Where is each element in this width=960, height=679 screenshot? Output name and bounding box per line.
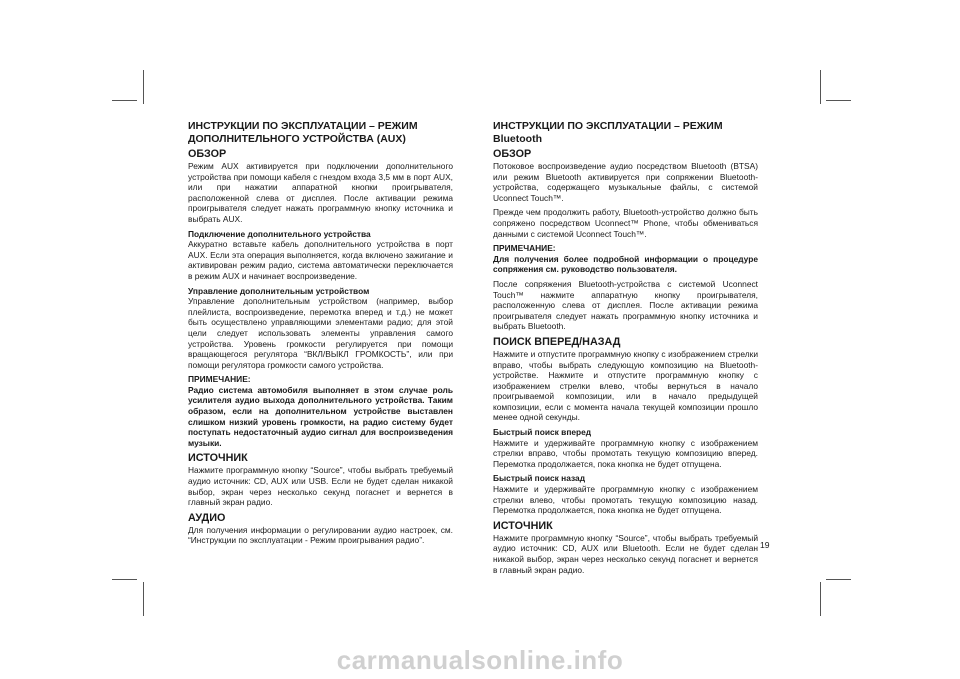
bt-overview-text: Потоковое воспроизведение аудио посредством Bluetooth (BTSA) или режим Bluetooth активируется при сопряжении Bluetooth-устройства, содержащего музыкальные файлы, с системой Uconnect Touch™.: [493, 161, 758, 203]
aux-overview-heading: ОБЗОР: [188, 148, 227, 160]
bt-pairing-text: Прежде чем продолжить работу, Bluetooth-устройство должно быть сопряжено посредством Uconnect™ Phone, чтобы обмениваться данными с системой Uconnect Touch™.: [493, 207, 758, 239]
aux-title: ИНСТРУКЦИИ ПО ЭКСПЛУАТАЦИИ – РЕЖИМ ДОПОЛНИТЕЛЬНОГО УСТРОЙСТВА (AUX): [188, 120, 418, 145]
aux-note-text: Радио система автомобиля выполняет в этом случае роль усилителя аудио выхода дополнительного устройства. Таким образом, если на дополнительном устройстве выставлен слишком низкий уровень громкости, на радио систему будет поступать недостаточный аудио сигнал для воспроизведения музыки.: [188, 384, 453, 448]
bt-source-heading: ИСТОЧНИК: [493, 519, 553, 532]
crop-mark: [143, 70, 144, 104]
left-column: [188, 120, 453, 550]
crop-mark: [143, 582, 144, 616]
bt-fwd-text: Нажмите и удерживайте программную кнопку с изображением стрелки вправо, чтобы промотать текущую композицию вперед. Перемотка продолжается, пока кнопка не будет отпущена.: [493, 437, 758, 469]
crop-mark: [820, 70, 821, 104]
bt-search-heading: ПОИСК ВПЕРЕД/НАЗАД: [493, 335, 621, 348]
bt-search-text: Нажмите и отпустите программную кнопку с изображением стрелки вправо, чтобы выбрать следующую композицию на Bluetooth-устройстве. Нажмите и отпустите программную кнопку с изображением стрелки влево, чтобы вернуться в начало проигрываемой композиции, или в начало предыдущей композиции, если с момента начала текущей композиции прошло менее одной секунды.: [493, 348, 758, 423]
aux-audio-heading: АУДИО: [188, 511, 226, 524]
right-column: [493, 120, 758, 579]
aux-connect-heading: Подключение дополнительного устройства: [188, 228, 371, 239]
aux-audio-text: Для получения информации о регулировании аудио настроек, см. “Инструкции по эксплуатации - Режим проигрывания радио”.: [188, 524, 453, 546]
crop-mark: [826, 100, 851, 101]
bt-title: ИНСТРУКЦИИ ПО ЭКСПЛУАТАЦИИ – РЕЖИМ Bluetooth: [493, 120, 723, 145]
aux-connect-text: Аккуратно вставьте кабель дополнительного устройства в порт AUX. Если эта операция выполняется, когда включено зажигание и активирован режим радио, система автоматически переключается в режим AUX и начинает воспроизведение.: [188, 239, 453, 281]
bt-fwd-heading: Быстрый поиск вперед: [493, 427, 592, 438]
bt-overview-heading: ОБЗОР: [493, 148, 532, 160]
crop-mark: [820, 582, 821, 616]
aux-overview-text: Режим AUX активируется при подключении дополнительного устройства при помощи кабеля с гнездом входа 3,5 мм в порт AUX, или при нажатии аппаратной кнопки проигрывателя, расположенной слева от дисплея. После активации режима проигрывателя следует нажать программную кнопку источника и выбрать AUX.: [188, 161, 453, 224]
watermark: carmanualsonline.info: [336, 645, 624, 675]
bt-note-text: Для получения более подробной информации о процедуре сопряжения см. руководство пользователя.: [493, 253, 758, 275]
bt-source-text: Нажмите программную кнопку “Source”, чтобы выбрать требуемый аудио источник: CD, AUX или Bluetooth. Если не будет сделан никакой выбор, экран через несколько секунд погаснет и вернется в главный экран радио.: [493, 532, 758, 575]
aux-note-heading: ПРИМЕЧАНИЕ:: [188, 374, 251, 385]
bt-back-heading: Быстрый поиск назад: [493, 473, 586, 484]
aux-control-text: Управление дополнительным устройством (например, выбор плейлиста, воспроизведение, перемотка вперед и т.д.) не может быть осуществлено управляющими элементами радио; для этой цели следует использовать элементы управления самого устройства. Уровень громкости регулируется при помощи вращающегося регулятора “ВКЛ/ВЫКЛ ГРОМКОСТЬ”, или при помощи регулятора громкости самого устройства.: [188, 296, 453, 370]
crop-mark: [826, 579, 851, 580]
page-number: 19: [760, 540, 770, 550]
aux-source-text: Нажмите программную кнопку “Source”, чтобы выбрать требуемый аудио источник: CD, AUX или USB. Если не будет сделан никакой выбор, экран через несколько секунд погаснет и вернется в главный экран радио.: [188, 465, 453, 508]
bt-note-heading: ПРИМЕЧАНИЕ:: [493, 243, 556, 254]
aux-control-heading: Управление дополнительным устройством: [188, 285, 370, 296]
bt-back-text: Нажмите и удерживайте программную кнопку с изображением стрелки влево, чтобы промотать текущую композицию назад. Перемотка продолжается, пока кнопка не будет отпущена.: [493, 484, 758, 516]
crop-mark: [112, 100, 137, 101]
bt-after-text: После сопряжения Bluetooth-устройства с системой Uconnect Touch™ нажмите аппаратную кнопку проигрывателя, расположенную слева от дисплея. После активации режима проигрывателя следует нажать программную кнопку источника и выбрать Bluetooth.: [493, 278, 758, 332]
crop-mark: [112, 579, 137, 580]
aux-source-heading: ИСТОЧНИК: [188, 452, 248, 465]
